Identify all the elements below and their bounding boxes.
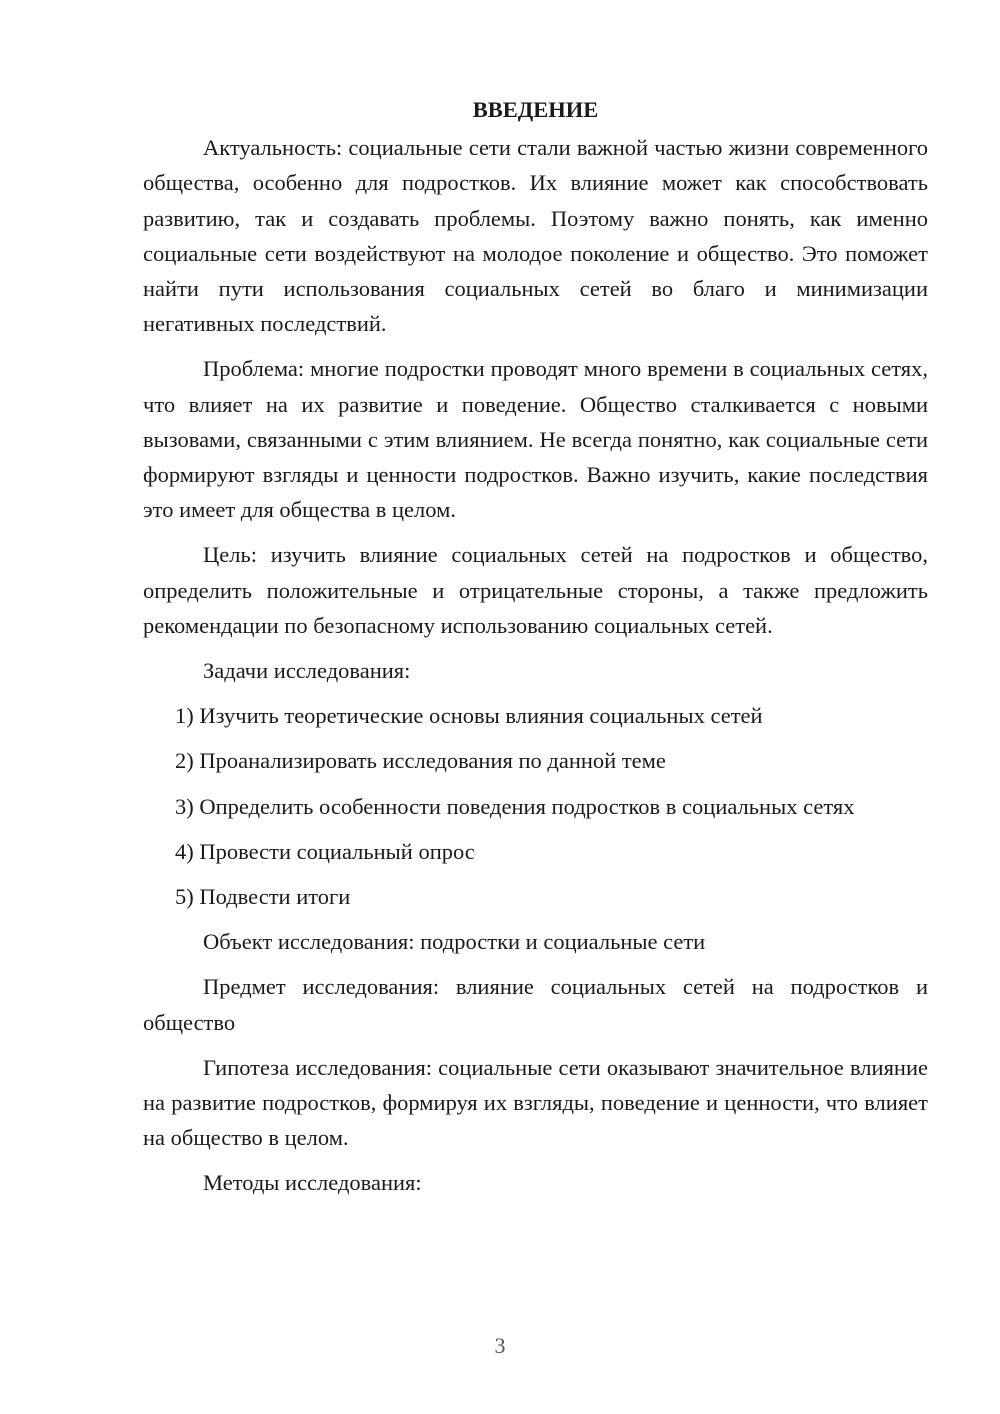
task-item: 2) Проанализировать исследования по данной теме xyxy=(175,748,666,774)
tasks-list xyxy=(143,698,928,914)
page-number: 3 xyxy=(494,1333,506,1358)
subject-paragraph: Предмет исследования: влияние социальных сетей на подростков и общество xyxy=(143,974,928,1035)
problem-paragraph: Проблема: многие подростки проводят много времени в социальных сетях, что влияет на их развитие и поведение. Общество сталкивается с новыми вызовами, связанными с этим влиянием. Не всегда понятно, как социальные сети формируют взгляды и ценности подростков. Важно изучить, какие последствия это имеет для общества в целом. xyxy=(143,356,928,523)
task-item: 5) Подвести итоги xyxy=(175,884,351,910)
section-title: ВВЕДЕНИЕ xyxy=(472,97,599,122)
page-content xyxy=(143,92,928,1211)
task-item: 4) Провести социальный опрос xyxy=(175,838,475,864)
goal-paragraph: Цель: изучить влияние социальных сетей на подростков и общество, определить положительные и отрицательные стороны, а также предложить рекомендации по безопасному использованию социальных сетей. xyxy=(143,542,928,638)
hypothesis-paragraph: Гипотеза исследования: социальные сети оказывают значительное влияние на развитие подростков, формируя их взгляды, поведение и ценности, что влияет на общество в целом. xyxy=(143,1054,928,1151)
methods-heading: Методы исследования: xyxy=(203,1170,422,1196)
tasks-heading: Задачи исследования: xyxy=(203,658,411,684)
task-item: 1) Изучить теоретические основы влияния социальных сетей xyxy=(175,703,763,729)
object-paragraph: Объект исследования: подростки и социальные сети xyxy=(203,929,706,955)
relevance-paragraph: Актуальность: социальные сети стали важной частью жизни современного общества, особенно для подростков. Их влияние может как способствовать развитию, так и создавать проблемы. Поэтому важно понять, как именно социальные сети воздействуют на молодое поколение и общество. Это поможет найти пути использования социальных сетей во благо и минимизации негативных последствий. xyxy=(143,135,928,337)
task-item: 3) Определить особенности поведения подростков в социальных сетях xyxy=(175,793,855,819)
